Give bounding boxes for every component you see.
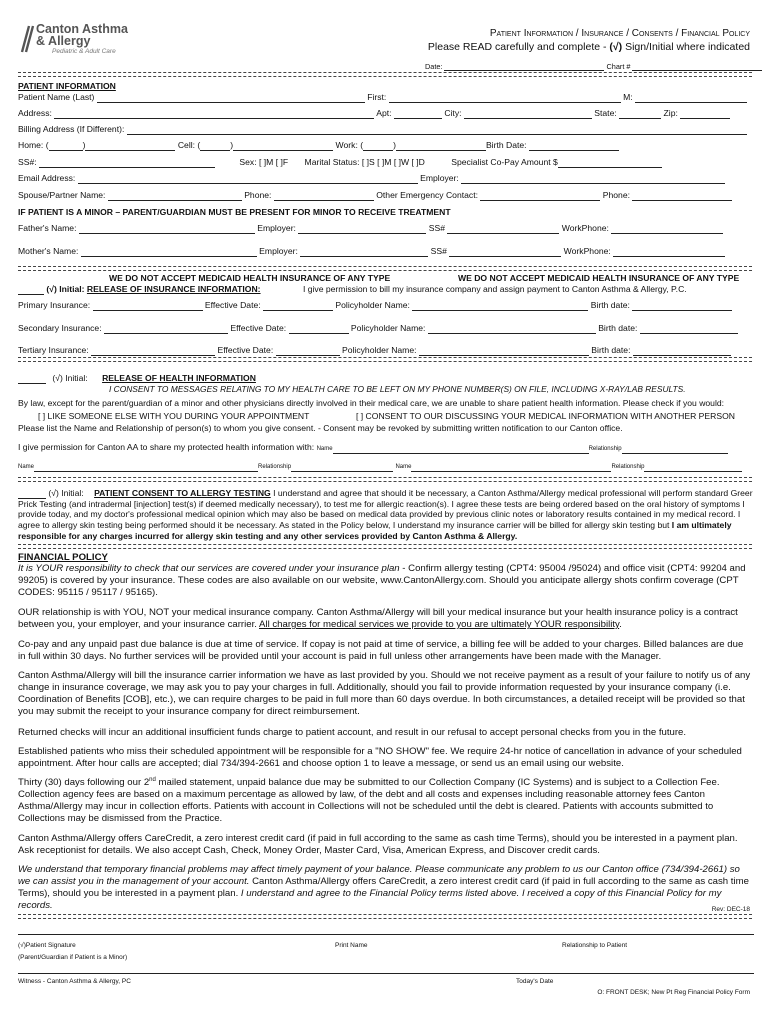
- state-label: State:: [594, 108, 617, 118]
- allergy-heading: PATIENT CONSENT TO ALLERGY TESTING: [94, 488, 271, 498]
- share-permission-label: I give permission for Canton AA to share my protected health information with:: [18, 442, 315, 452]
- health-option-1[interactable]: [ ] LIKE SOMEONE ELSE WITH YOU DURING YOUR APPOINTMENT: [38, 411, 310, 421]
- health-list-line: Please list the Name and Relationship of person(s) to whom you give consent. - Consent may be revoked by submitting written notification to our Canton office.: [18, 423, 623, 433]
- row-spouse: [18, 190, 732, 201]
- allergy-initial-field[interactable]: [18, 489, 46, 499]
- subtitle-check: (√): [609, 41, 623, 53]
- row-health-release: [18, 373, 256, 384]
- health-consent-line: I CONSENT TO MESSAGES RELATING TO MY HEALTH CARE TO BE LEFT ON MY PHONE NUMBER(S) ON FILE, INCLUDING X-RAY/LAB RESULTS.: [109, 384, 686, 394]
- home-label: Home: (: [18, 140, 49, 150]
- primary-birth-field[interactable]: [632, 301, 732, 311]
- financial-p7-b: mailed statement, unpaid balance due may be submitted to our Collection Company (IC Systems) and is subject to a Collection Fee. Collection agency fees are based on a maximum percentage as allowed by law, of the debt and all costs and expenses including reasonable attorney fees Canton Asthma/Allergy may incur in collection efforts. Patients with account in Collections will not be scheduled until the debt is cleared. Patients with accounts submitted to Collections may be dismissed from the Practice.: [18, 777, 720, 825]
- share-relationship-field-1[interactable]: [622, 444, 728, 454]
- emergency-label: Other Emergency Contact:: [376, 190, 478, 200]
- primary-effective-field[interactable]: [263, 301, 333, 311]
- insurance-initial-field[interactable]: [18, 285, 44, 295]
- secondary-effective-field[interactable]: [289, 324, 349, 334]
- health-law-line: By law, except for the parent/guardian of a minor and other physicians directly involved in their medical care, we are unable to share patient health information. Please check if you would:: [18, 398, 725, 408]
- father-workphone-field[interactable]: [611, 224, 723, 234]
- secondary-effective-label: Effective Date:: [230, 323, 287, 333]
- secondary-birth-label: Birth date:: [598, 323, 638, 333]
- logo-line1: Canton Asthma: [36, 22, 128, 36]
- tertiary-field[interactable]: [91, 346, 215, 356]
- primary-effective-label: Effective Date:: [204, 300, 261, 310]
- row-ssn: [18, 157, 662, 168]
- date-field[interactable]: [444, 61, 604, 71]
- row-mother: [18, 246, 725, 257]
- last-name-field[interactable]: [97, 93, 365, 103]
- financial-p1-rest: - Confirm allergy testing (CPT4: 95004 /95024) and office visit (CPT4: 99204 and 99205) is covered by your insurance. These codes are also available on our website, www.CantonAllergy.com. Should you anticipate allergy shots confirm coverage (CPT CODES: 95115 / 95117 / 95165).: [18, 563, 746, 598]
- father-label: Father's Name:: [18, 223, 77, 233]
- share-relationship-label-2: Relationship: [258, 464, 292, 470]
- financial-p5: Returned checks will incur an additional insufficient funds charge to patient account, and result in our refusal to accept personal checks from you in the future.: [18, 727, 687, 738]
- financial-p9-italic: We understand that temporary financial problems may affect timely payment of your balance. Please communicate any problem to us our Canton office (734/394-2661) so we can assist you in the management of your account.: [18, 864, 740, 887]
- cell-label: Cell: (: [177, 140, 201, 150]
- chart-label: Chart #: [606, 61, 631, 71]
- cell-area-field[interactable]: [200, 141, 230, 151]
- address-label: Address:: [18, 108, 52, 118]
- mother-employer-label: Employer:: [259, 246, 298, 256]
- work-phone-field[interactable]: [396, 141, 486, 151]
- tertiary-birth-label: Birth date:: [591, 345, 631, 355]
- financial-p9-italic2: I understand and agree to the Financial Policy terms listed above. I received a copy of this Financial Policy for my records.: [18, 887, 722, 911]
- health-initial-field[interactable]: [18, 374, 46, 384]
- row-tertiary-insurance: [18, 345, 731, 356]
- father-ss-label: SS#: [428, 223, 445, 233]
- secondary-field[interactable]: [104, 324, 228, 334]
- financial-p9-rest: Canton Asthma/Allergy offers CareCredit, a zero interest credit card (if paid in full according to the same as cash time Terms), should you be interested in a payment plan.: [18, 875, 749, 899]
- allergy-initial-label: (√) Initial:: [48, 488, 84, 498]
- financial-p2-underline: All charges for medical services we provide to you are ultimately YOUR responsibility: [259, 618, 620, 630]
- employer-field[interactable]: [461, 174, 725, 184]
- logo-line2: & Allergy: [36, 34, 91, 48]
- first-name-field[interactable]: [389, 93, 621, 103]
- health-option-2[interactable]: [ ] CONSENT TO OUR DISCUSSING YOUR MEDICAL INFORMATION WITH ANOTHER PERSON: [356, 411, 735, 421]
- emergency-phone-field[interactable]: [632, 191, 732, 201]
- father-employer-field[interactable]: [298, 224, 426, 234]
- mother-employer-field[interactable]: [300, 247, 428, 257]
- patient-heading: PATIENT INFORMATION: [18, 81, 116, 91]
- state-field[interactable]: [619, 109, 661, 119]
- name-label: Patient Name (Last): [18, 92, 95, 102]
- page-subtitle: [428, 41, 750, 54]
- spouse-field[interactable]: [108, 191, 242, 201]
- row-address: [18, 108, 730, 119]
- row-secondary-insurance: [18, 323, 738, 334]
- health-initial-label: (√) Initial:: [52, 373, 88, 383]
- secondary-label: Secondary Insurance:: [18, 323, 102, 333]
- minor-heading: IF PATIENT IS A MINOR – PARENT/GUARDIAN MUST BE PRESENT FOR MINOR TO RECEIVE TREATMENT: [18, 207, 451, 217]
- tertiary-birth-field[interactable]: [633, 346, 731, 356]
- tertiary-effective-label: Effective Date:: [217, 345, 274, 355]
- address-field[interactable]: [54, 109, 374, 119]
- logo-line3: Pediatric & Adult Care: [52, 48, 116, 55]
- mi-label: M:: [623, 92, 633, 102]
- city-field[interactable]: [464, 109, 592, 119]
- father-ss-field[interactable]: [447, 224, 559, 234]
- ssn-field[interactable]: [39, 158, 215, 168]
- secondary-holder-label: Policyholder Name:: [350, 323, 426, 333]
- cell-phone-field[interactable]: [233, 141, 333, 151]
- share-relationship-field-3[interactable]: [644, 462, 742, 472]
- print-name-label: Print Name: [335, 942, 368, 949]
- allergy-consent-block: [18, 488, 754, 542]
- financial-p8: Canton Asthma/Allergy offers CareCredit, a zero interest credit card (if paid in full according to the same as cash time Terms), should you be interested in a payment plan. Ask receptionist for details. We also accept Cash, Check, Money Order, Master Card, Visa, American Express, and Discover credit cards.: [18, 833, 738, 856]
- witness-line[interactable]: [18, 973, 754, 974]
- zip-label: Zip:: [663, 108, 678, 118]
- tertiary-holder-label: Policyholder Name:: [342, 345, 417, 355]
- billing-label: Billing Address (If Different):: [18, 124, 125, 134]
- spouse-phone-label: Phone:: [244, 190, 272, 200]
- primary-holder-field[interactable]: [412, 301, 588, 311]
- subtitle-post: Sign/Initial where indicated: [622, 41, 750, 53]
- financial-p1-italic: It is YOUR responsibility to check that our services are covered under your insurance plan: [18, 563, 400, 574]
- signature-line[interactable]: [18, 934, 754, 935]
- row-insurance-release: [18, 284, 687, 295]
- birth-date-field[interactable]: [529, 141, 619, 151]
- home-area-field[interactable]: [49, 141, 83, 151]
- row-share-names: [18, 460, 742, 472]
- emergency-phone-label: Phone:: [602, 190, 631, 200]
- row-email: [18, 173, 725, 184]
- employer-label: Employer:: [420, 173, 459, 183]
- spouse-label: Spouse/Partner Name:: [18, 190, 106, 200]
- mother-name-field[interactable]: [81, 247, 257, 257]
- row-father: [18, 223, 723, 234]
- tertiary-effective-field[interactable]: [276, 346, 340, 356]
- share-name-field-1[interactable]: [333, 444, 589, 454]
- copay-field[interactable]: [558, 158, 662, 168]
- marital-label[interactable]: Marital Status: [ ]S [ ]M [ ]W [ ]D: [304, 157, 425, 167]
- share-relationship-label-1: Relationship: [588, 446, 622, 452]
- insurance-initial-label: (√) Initial:: [46, 284, 85, 294]
- financial-p2-end: .: [619, 618, 622, 630]
- financial-p9: [18, 864, 752, 912]
- insurance-release-heading: RELEASE OF INSURANCE INFORMATION:: [86, 284, 261, 294]
- share-name-label-1: Name: [316, 446, 333, 452]
- sex-label[interactable]: Sex: [ ]M [ ]F: [239, 157, 289, 167]
- financial-p2: [18, 607, 752, 631]
- ssn-label: SS#:: [18, 157, 37, 167]
- logo: [20, 22, 170, 58]
- tertiary-holder-field[interactable]: [419, 346, 589, 356]
- mother-ss-label: SS#: [430, 246, 447, 256]
- todays-date-label: Today's Date: [516, 978, 554, 985]
- share-name-label-3: Name: [395, 464, 412, 470]
- primary-label: Primary Insurance:: [18, 300, 91, 310]
- page-title: Patient Information / Insurance / Consents / Financial Policy: [489, 28, 750, 39]
- financial-p1: [18, 563, 752, 599]
- medicaid-warning-1: WE DO NOT ACCEPT MEDICAID HEALTH INSURANCE OF ANY TYPE: [109, 273, 391, 283]
- logo-swoosh-icon: [20, 24, 36, 54]
- date-chart-row: [425, 61, 762, 71]
- revision-label: Rev: DEC-18: [711, 906, 750, 913]
- work-label: Work: (: [335, 140, 364, 150]
- father-workphone-label: WorkPhone:: [561, 223, 609, 233]
- mother-ss-field[interactable]: [449, 247, 561, 257]
- share-relationship-field-2[interactable]: [291, 462, 393, 472]
- financial-p7-a: Thirty (30) days following our 2: [18, 777, 150, 789]
- email-field[interactable]: [78, 174, 418, 184]
- row-billing: [18, 124, 747, 135]
- secondary-holder-field[interactable]: [428, 324, 596, 334]
- patient-signature-label: (√)Patient Signature: [18, 942, 76, 949]
- witness-label: Witness - Canton Asthma & Allergy, PC: [18, 978, 131, 985]
- father-employer-label: Employer:: [257, 223, 296, 233]
- father-name-field[interactable]: [79, 224, 255, 234]
- row-phones: Home: ( ) Cell: ( ) Work: ( ) Birth Date:: [18, 140, 619, 151]
- date-label: Date:: [425, 61, 443, 71]
- secondary-birth-field[interactable]: [640, 324, 738, 334]
- financial-p2-a: OUR relationship is with YOU, NOT your medical insurance company. Canton Asthma/Allergy will bill your medical insurance but your health insurance policy is a contract between you, your employer, and your insurance carrier.: [18, 607, 738, 630]
- allergy-bold-text: I am ultimately responsible for any charges incurred for allergy skin testing and any other services provided by Canton Asthma & Allergy.: [18, 520, 732, 541]
- mi-field[interactable]: [635, 93, 747, 103]
- row-name: [18, 92, 747, 103]
- work-area-field[interactable]: [363, 141, 393, 151]
- first-label: First:: [367, 92, 387, 102]
- share-name-field-2[interactable]: [34, 462, 258, 472]
- share-name-label-2: Name: [18, 464, 35, 470]
- mother-workphone-label: WorkPhone:: [563, 246, 611, 256]
- apt-label: Apt:: [376, 108, 392, 118]
- apt-field[interactable]: [394, 109, 442, 119]
- copay-label: Specialist Co-Pay Amount $: [451, 157, 558, 167]
- insurance-permission: I give permission to bill my insurance company and assign payment to Canton Asthma & Allergy, P.C.: [302, 284, 687, 294]
- financial-p7-sup: nd: [149, 777, 156, 783]
- footer-label: O: FRONT DESK; New Pt Reg Financial Policy Form: [597, 989, 750, 996]
- financial-heading: FINANCIAL POLICY: [18, 552, 108, 563]
- subtitle-pre: Please READ carefully and complete -: [427, 41, 610, 53]
- mother-workphone-field[interactable]: [613, 247, 725, 257]
- relationship-label: Relationship to Patient: [562, 942, 628, 949]
- emergency-field[interactable]: [480, 191, 600, 201]
- billing-field[interactable]: [127, 125, 747, 135]
- email-label: Email Address:: [18, 173, 76, 183]
- birth-label: Birth Date:: [485, 140, 527, 150]
- financial-p7: [18, 777, 752, 825]
- medicaid-warning-2: WE DO NOT ACCEPT MEDICAID HEALTH INSURANCE OF ANY TYPE: [458, 273, 740, 283]
- share-name-field-3[interactable]: [411, 462, 611, 472]
- row-primary-insurance: [18, 300, 732, 311]
- primary-holder-label: Policyholder Name:: [335, 300, 410, 310]
- financial-p4: Canton Asthma/Allergy will bill the insurance carrier information we have as last provided by you. Should we not receive payment as a result of your failure to notify us of any change in insurance coverage, we may ask you to pay your charges in full. Additionally, should you fail to provide information requested by your insurance company (i.e. Coordination of Benefits [COB], etc.), we can require charges to be paid in full more than 60 days overdue. In both circumstances, a detailed receipt will be provided so that you may submit the receipt to your insurance company for direct reimbursement.: [18, 670, 751, 717]
- mother-label: Mother's Name:: [18, 246, 79, 256]
- primary-field[interactable]: [93, 301, 203, 311]
- row-share-permission: [18, 442, 728, 454]
- guardian-label: (Parent/Guardian if Patient is a Minor): [18, 954, 128, 961]
- share-relationship-label-3: Relationship: [611, 464, 645, 470]
- tertiary-label: Tertiary Insurance:: [18, 345, 89, 355]
- financial-p3: Co-pay and any unpaid past due balance is due at time of service. If copay is not paid at time of service, a billing fee will be added to your charges. Billed balances are due in full within 30 days. No further services will be provided until your account is paid in full unless other arrangements have been made with the Manager.: [18, 639, 744, 662]
- allergy-text: I understand and agree that should it be necessary, a Canton Asthma/Allergy medical professional will perform standard Greer Prick Testing (and intradermal [injection] test(s) if deemed medically necessary), to test me for allergic reaction(s). I agree these tests are being ordered based on the oral history of symptoms I provide today, and my doctor's professional medical opinion which may also be based on medical data provided by previous clinic notes or laboratory results contained in my medical record. I agree to allergy skin testing being performed should it be necessary. As stated in the Policy below, I understand my insurance carrier will be billed for allergy skin testing but: [18, 488, 753, 531]
- chart-field[interactable]: [632, 61, 762, 71]
- health-release-heading: RELEASE OF HEALTH INFORMATION: [102, 373, 256, 383]
- home-phone-field[interactable]: [85, 141, 175, 151]
- zip-field[interactable]: [680, 109, 730, 119]
- financial-p6: Established patients who miss their scheduled appointment will be responsible for a "NO SHOW" fee. We require 24-hr notice of cancellation in advance of your scheduled appointment. After hour calls are accepted; dial 734/394-2661 and choose option 1 to leave a message, or send us an email using our website.: [18, 746, 742, 769]
- spouse-phone-field[interactable]: [274, 191, 374, 201]
- city-label: City:: [444, 108, 462, 118]
- primary-birth-label: Birth date:: [590, 300, 630, 310]
